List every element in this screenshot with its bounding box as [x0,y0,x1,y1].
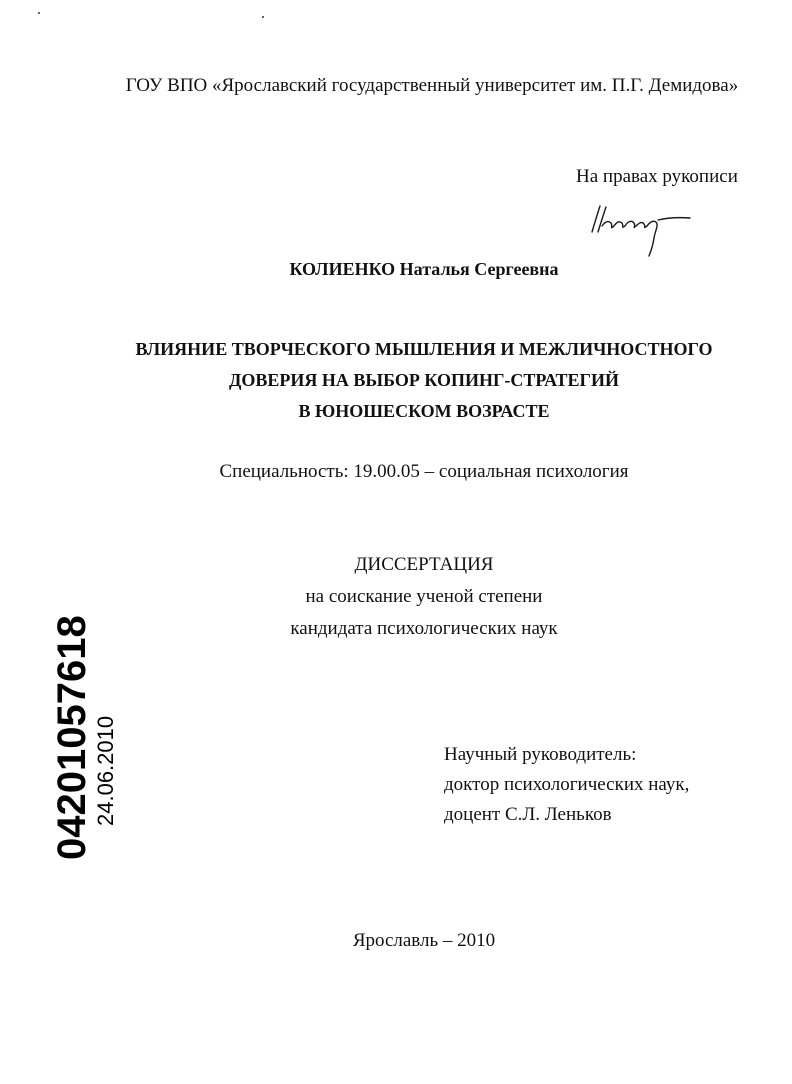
handwritten-signature-icon [586,196,696,258]
specialty: Специальность: 19.00.05 – социальная психология [219,461,629,482]
manuscript-note: На правах рукописи [576,166,738,187]
dissertation-type: ДИССЕРТАЦИЯ [354,554,494,575]
dissertation-aim-line-1: на соискание ученой степени [305,586,543,607]
place-and-year: Ярославль – 2010 [352,930,496,951]
library-stamp [24,615,118,860]
dissertation-title-line-3: В ЮНОШЕСКОМ ВОЗРАСТЕ [298,401,550,421]
scan-speck [38,12,40,14]
author-name: КОЛИЕНКО Наталья Сергеевна [289,259,559,279]
stamp-date: 24.06.2010 [93,715,118,826]
supervisor-heading: Научный руководитель: [444,744,637,765]
scan-speck [262,16,264,18]
dissertation-aim-line-2: кандидата психологических наук [290,618,558,639]
stamp-number: 04201057618 [50,615,94,860]
supervisor-degree: доктор психологических наук, [444,774,690,795]
supervisor-name: доцент С.Л. Леньков [444,804,612,825]
dissertation-title-line-2: ДОВЕРИЯ НА ВЫБОР КОПИНГ-СТРАТЕГИЙ [229,370,619,390]
institution-name: ГОУ ВПО «Ярославский государственный университет им. П.Г. Демидова» [125,75,739,96]
dissertation-title-line-1: ВЛИЯНИЕ ТВОРЧЕСКОГО МЫШЛЕНИЯ И МЕЖЛИЧНОСТНОГО [135,339,713,359]
